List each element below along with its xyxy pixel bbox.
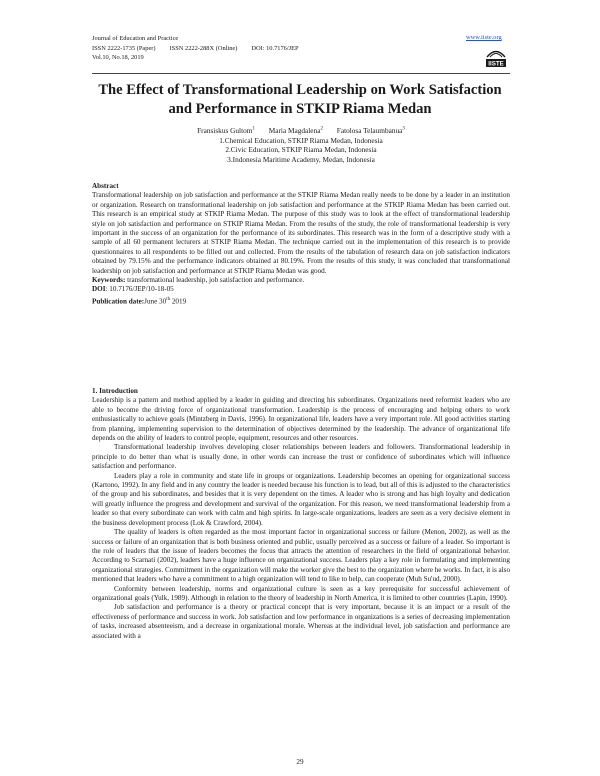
author-block	[92, 126, 510, 164]
title-line-1: The Effect of Transformational Leadership on Work Satisfaction	[98, 82, 502, 98]
volume-line: Vol.10, No.18, 2019	[92, 54, 144, 62]
introduction-heading: 1. Introduction	[92, 387, 138, 395]
intro-paragraph-5: Conformity between leadership, norms and organizational culture is seen as a key prerequisite for successful achievement of organizational goals (Yulk, 1989). Although in relation to the theory of leadership in North America, it is limited to other countries (Lapin, 1990).	[92, 584, 510, 602]
affiliation-2: 2.Civic Education, STKIP Riama Medan, Indonesia	[225, 145, 377, 155]
affiliation-3: 3.Indonesia Maritime Academy, Medan, Indonesia	[227, 154, 375, 164]
issn-line	[92, 44, 512, 54]
issn-online: ISSN 2222-288X (Online)	[169, 44, 238, 52]
header-doi: DOI: 10.7176/JEP	[251, 44, 299, 52]
author-3: Fatolosa Telaumbanua$^3$	[336, 126, 405, 135]
intro-paragraph-1: Leadership is a pattern and method applied by a leader in guiding and directing his subordinates. Organizations need reformist leaders who are able to become the driving force of organizational transformation. Leadership is the process of encouraging and helping others to work enthusiastically to achieve goals (Mintzberg in Davis, 1996). In organizational life, leaders have a very important role. All good activities starting from planning, implementing supervision to the determination of objectives determined by the leadership. The advance of organizational life depends on the ability of leaders to control people, equipment, resources and other resources.	[92, 396, 510, 443]
journal-name: Journal of Education and Practice	[92, 35, 179, 42]
affiliation-1: 1.Chemical Education, STKIP Riama Medan, Indonesia	[219, 135, 383, 145]
introduction-section	[92, 387, 510, 641]
issn-print: ISSN 2222-1735 (Paper)	[92, 44, 156, 52]
title-line-2: and Performance in STKIP Riama Medan	[168, 100, 432, 117]
iiste-logo	[484, 45, 508, 69]
keywords-line: Keywords: transformational leadership, job satisfaction and performance.	[92, 276, 305, 285]
journal-website-link[interactable]: www.iiste.org	[466, 34, 502, 41]
intro-paragraph-4: The quality of leaders is often regarded as the most important factor in organizational success or failure (Menon, 2002), as well as the success or failure of an organization that is both business oriented and public, usually perceived as a success or failure of a leader. So important is the role of leaders that the issue of leaders becomes the focus that attracts the attention of researchers in the field of organizational behavior. According to Scarnati (2002), leaders have a huge influence on organizational success. Leaders play a key role in formulating and implementing organizational strategies. Commitment in the organization will make the worker give the best to the organization where he works. In fact, it is also mentioned that leaders who have a commitment to a high organization will tend to like to help, can cooperate (Muh Su'ud, 2000).	[92, 528, 511, 584]
intro-paragraph-3: Leaders play a role in community and state life in groups or organizations. Leadership becomes an opening for organizational success (Kartono, 1992). In any field and in any country the leader is needed because his function is to lead, but all of this is adjusted to the characteristics of the group and his subordinates, and besides that it is very dependent on the times. A leader who is strong and has high loyalty and dedication will greatly influence the progress and development and survival of the organization. For this reason, we need transformational leadership from a leader so that every subordinate can work with calm and high spirits. In large-scale organizations, leaders are seen as a very decisive element in the business development process (Lok & Crawford, 2004).	[92, 471, 510, 527]
abstract-text: Transformational leadership on job satisfaction and performance at the STKIP Riama Medan really needs to be done by a leader in an institution or organization. Research on transformational leadership on job satisfaction and performance at the STKIP Riama Medan has been carried out. This research is an empirical study at STKIP Riama Medan. The purpose of this study was to look at the effect of transformational leadership style on job satisfaction and performance on STKIP Riama Medan. From the results of the study, the role of transformational leadership is very important in the success of an organization for the performance of its subordinates. This research was in the form of a descriptive study with a sample of all 60 permanent lecturers at STKIP Riama Medan. The technique carried out in the implementation of this research is to provide questionnaires to all respondents to be filled out and collected. From the results of the tabulation of research data on job satisfaction indicators obtained by 79.15% and the performance indicators obtained at 80.19%. From the results of this study, it was concluded that transformational leadership on job satisfaction and performance at STKIP Riama Medan was good.	[92, 191, 510, 275]
header-rule	[92, 73, 510, 74]
abstract-section	[92, 182, 510, 307]
doi-line: DOI: 10.7176/JEP/10-18-05	[92, 285, 174, 294]
author-2: Maria Magdalena$^2$	[268, 126, 323, 135]
author-names	[92, 126, 510, 136]
journal-header	[92, 34, 512, 63]
abstract-heading: Abstract	[92, 182, 119, 190]
intro-paragraph-2: Transformational leadership involves developing closer relationships between leaders and followers. Transformational leadership in principle to do better than what is usually done, in other words can increase the trust or confidence of subordinates which will influence satisfaction and performance.	[92, 443, 510, 471]
logo-text: IISTE	[488, 60, 504, 68]
author-1: Fransiskus Gultom$^1$	[197, 126, 255, 135]
page-number: 29	[296, 758, 304, 766]
publication-date-line: Publication date:June 30th 2019	[92, 296, 187, 306]
intro-paragraph-6: Job satisfaction and performance is a theory or practical concept that is very important, because it is an impact or a result of the effectiveness of performance and success in work. Job satisfaction and low performance in organizations is a series of decreasing implementation of tasks, increased absenteeism, and a decrease in organizational morale. Whereas at the individual level, job satisfaction and performance are associated with a	[92, 603, 510, 640]
paper-title	[80, 81, 520, 118]
